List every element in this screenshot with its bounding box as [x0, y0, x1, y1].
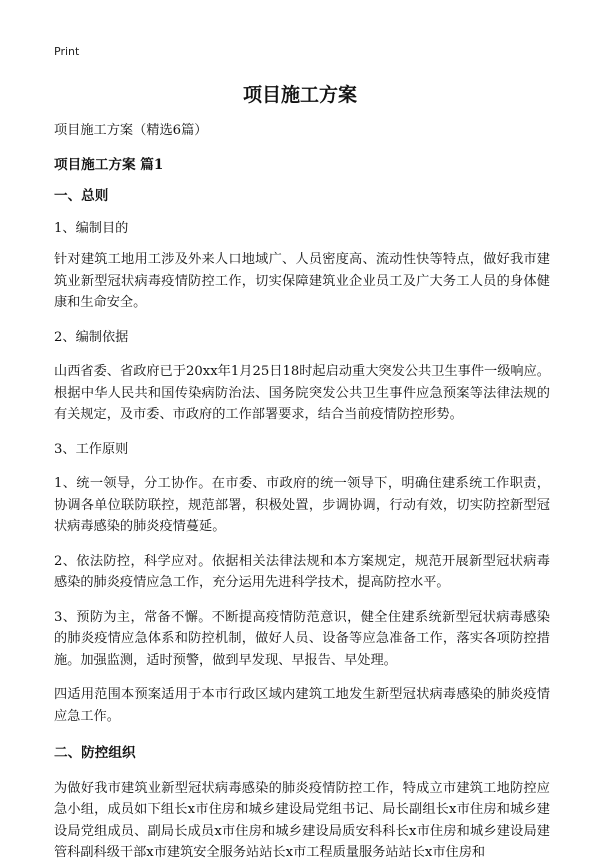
principle-1-paragraph: 1、统一领导，分工协作。在市委、市政府的统一领导下，明确住建系统工作职责，协调各单位联防联控，规范部署，积极处置，步调协调，行动有效，切实防控新型冠状病毒感染的肺炎疫情蔓延。 [54, 476, 550, 534]
item2-paragraph: 山西省委、省政府已于20xx年1月25日18时起启动重大突发公共卫生事件一级响应。根据中华人民共和国传染病防治法、国务院突发公共卫生事件应急预案等法律法规的有关规定，及市委、市政府的工作部署要求，结合当前疫情防控形势。 [54, 364, 550, 422]
principle-2-paragraph: 2、依法防控，科学应对。依据相关法律法规和本方案规定，规范开展新型冠状病毒感染的肺炎疫情应急工作，充分运用先进科学技术，提高防控水平。 [54, 553, 550, 590]
item3-heading: 3、工作原则 [54, 441, 129, 457]
document-body [54, 120, 550, 864]
item1-heading: 1、编制目的 [54, 220, 129, 236]
document-title: 项目施工方案 [242, 84, 357, 106]
principle-3-paragraph: 3、预防为主，常备不懈。不断提高疫情防范意识，健全住建系统新型冠状病毒感染的肺炎疫情应急体系和防控机制，做好人员、设备等应急准备工作，落实各项防控措施。加强监测，适时预警，做到早发现、早报告、早处理。 [54, 609, 550, 668]
heading-control-organization: 二、防控组织 [54, 745, 136, 761]
item1-paragraph: 针对建筑工地用工涉及外来人口地域广、人员密度高、流动性快等特点，做好我市建筑业新型冠状病毒疫情防控工作，切实保障建筑业企业员工及广大务工人员的身体健康和生命安全。 [54, 252, 550, 310]
heading-general: 一、总则 [54, 188, 109, 204]
section-title: 项目施工方案 篇1 [54, 156, 164, 173]
control-organization-paragraph: 为做好我市建筑业新型冠状病毒感染的肺炎疫情防控工作，特成立市建筑工地防控应急小组，成员如下组长x市住房和城乡建设局党组书记、局长副组长x市住房和城乡建设局党组成员、副局长成员x市住房和城乡建设局质安科科长x市住房和城乡建设局建管科副科级干部x市建筑安全服务站站长x市工程质量服务站站长x市住房和 [54, 780, 550, 860]
document-subtitle: 项目施工方案（精选6篇） [54, 123, 208, 138]
item4-paragraph: 四适用范围本预案适用于本市行政区域内建筑工地发生新型冠状病毒感染的肺炎疫情应急工作。 [54, 687, 550, 724]
print-label[interactable]: Print [54, 45, 80, 58]
item2-heading: 2、编制依据 [54, 329, 129, 345]
